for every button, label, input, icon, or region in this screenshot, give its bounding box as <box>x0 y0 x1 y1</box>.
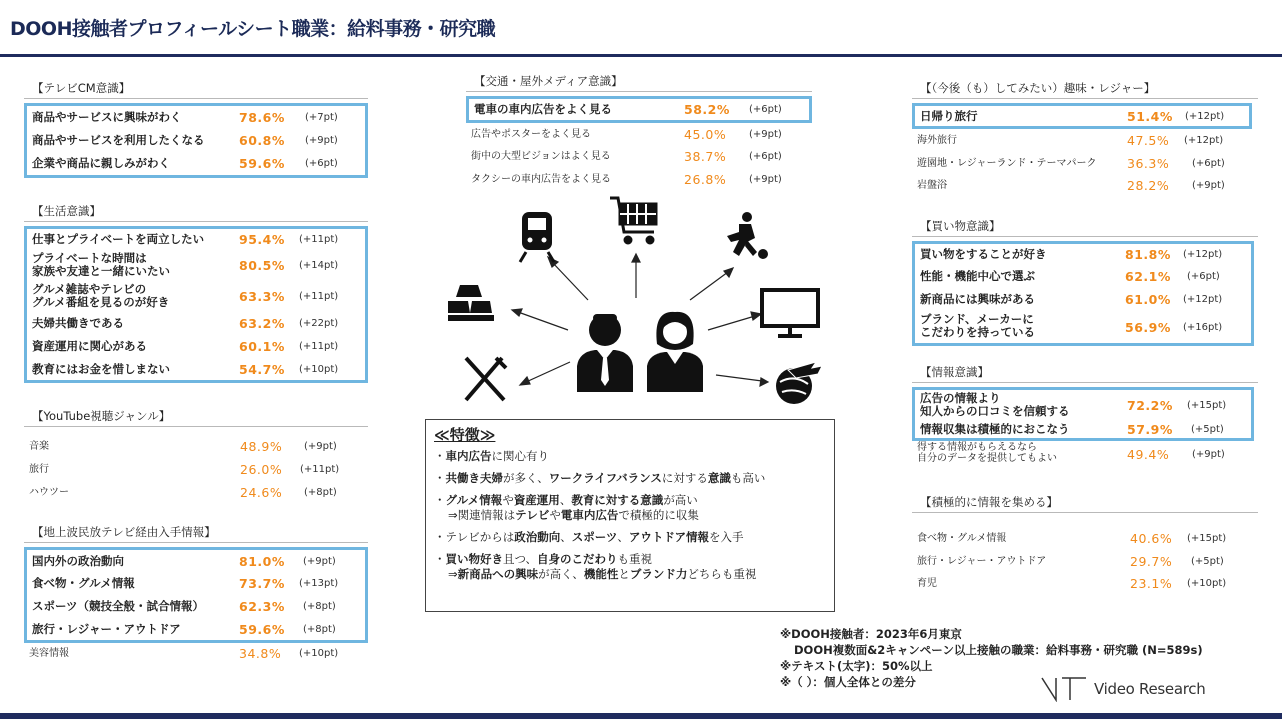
list-item <box>912 527 1258 550</box>
list-item <box>24 458 368 481</box>
item-diff: (+9pt) <box>305 135 338 146</box>
text-bold: ブランド力 <box>629 567 688 581</box>
item-diff: (+9pt) <box>304 441 337 452</box>
section-shopping <box>912 218 1258 346</box>
list-item <box>27 572 365 595</box>
feature-line <box>434 529 826 545</box>
item-percent: 60.8% <box>239 133 285 148</box>
list-item <box>469 99 809 120</box>
section-title: 【生活意識】 <box>24 203 368 222</box>
highlight-frame <box>912 387 1254 441</box>
list-item <box>912 441 1258 467</box>
company-logo <box>1040 676 1205 702</box>
text: を入手 <box>708 530 744 544</box>
item-label: 夫婦共働きである <box>32 316 124 330</box>
item-label: 仕事とプライベートを両立したい <box>32 232 205 246</box>
item-percent: 26.8% <box>684 171 727 187</box>
item-label-line: ブランド、メーカーに <box>920 312 1034 326</box>
list-item <box>915 421 1251 438</box>
list-item <box>27 106 365 129</box>
item-label: 商品やサービスを利用したくなる <box>32 133 205 147</box>
list-item <box>27 312 365 335</box>
text: ⇒ <box>448 567 458 581</box>
list-item <box>24 481 368 504</box>
item-label: 食べ物・グルメ情報 <box>32 576 135 590</box>
text-bold: 資産運用 <box>513 493 560 507</box>
section-title: 【地上波民放テレビ経由入手情報】 <box>24 524 368 543</box>
footnote: DOOH複数面&2キャンペーン以上接触の職業：給料事務・研究職 (N=589s) <box>794 643 1203 657</box>
list-item <box>27 281 365 312</box>
item-diff: (+15pt) <box>1187 533 1227 544</box>
list-item <box>466 123 812 145</box>
item-label-line: グルメ番組を見るのが好き <box>32 295 170 309</box>
item-label: 海外旅行 <box>917 135 957 146</box>
item-diff: (+9pt) <box>1192 448 1225 460</box>
item-label: 音楽 <box>29 441 49 452</box>
text: が高い <box>663 493 698 507</box>
list-item <box>915 390 1251 421</box>
text-bold: テレビ <box>515 508 550 522</box>
list-item <box>27 550 365 572</box>
list-item <box>915 311 1251 343</box>
item-diff: (+8pt) <box>303 623 336 635</box>
section-youtube <box>24 408 368 504</box>
text: ・テレビからは <box>434 530 515 544</box>
arrow-to-train <box>548 257 588 300</box>
item-diff: (+16pt) <box>1183 321 1223 333</box>
item-diff: (+11pt) <box>299 291 339 302</box>
list-item <box>912 550 1258 572</box>
item-diff: (+7pt) <box>305 112 338 123</box>
list-item <box>27 152 365 175</box>
item-percent: 80.5% <box>239 258 285 273</box>
list-item <box>27 229 365 250</box>
section-tv-cm <box>24 80 368 178</box>
arrow-to-tv <box>708 312 761 330</box>
item-diff: (+11pt) <box>300 464 340 475</box>
text: が高く、 <box>538 567 584 581</box>
soccer-player-icon <box>727 212 768 259</box>
item-percent: 63.2% <box>239 316 285 331</box>
text-bold: 教育に対する意識 <box>571 493 664 507</box>
text: ・ <box>434 471 446 485</box>
item-diff: (+8pt) <box>304 487 337 498</box>
list-item <box>912 152 1258 174</box>
item-diff: (+14pt) <box>299 260 339 271</box>
list-item <box>27 595 365 618</box>
item-label: 食べ物・グルメ情報 <box>917 533 1007 544</box>
item-diff: (+11pt) <box>299 341 339 352</box>
list-item <box>27 129 365 152</box>
item-diff: (+10pt) <box>1187 578 1227 589</box>
highlight-frame <box>24 103 368 178</box>
item-percent: 45.0% <box>684 126 727 142</box>
item-percent: 51.4% <box>1127 108 1173 124</box>
item-label <box>920 313 1035 339</box>
item-label: タクシーの車内広告をよく見る <box>471 173 611 185</box>
feature-line <box>434 470 826 486</box>
fork-knife-icon <box>466 358 506 400</box>
text: や <box>502 493 514 507</box>
text-bold: 車内広告 <box>445 449 492 463</box>
section-hobby <box>912 80 1258 197</box>
section-title: 【（今後（も）してみたい）趣味・レジャー】 <box>912 80 1258 99</box>
item-label: 美容情報 <box>29 647 69 659</box>
footer-divider <box>0 713 1282 719</box>
item-percent: 47.5% <box>1127 133 1170 148</box>
businesswoman-icon <box>647 312 703 392</box>
list-item <box>24 643 368 663</box>
list-item <box>466 168 812 190</box>
arrow-to-gold <box>512 309 568 330</box>
text-bold: 買い物好き <box>445 552 503 566</box>
text: ⇒関連情報は <box>448 508 516 522</box>
section-traffic-media <box>466 73 812 190</box>
text-bold: アウトドア情報 <box>628 530 709 544</box>
item-label-line: 自分のデータを提供してもよい <box>917 453 1057 464</box>
item-label-line: グルメ雑誌やテレビの <box>32 282 147 296</box>
item-label <box>32 252 170 278</box>
list-item <box>912 129 1258 152</box>
item-percent: 81.0% <box>239 553 285 569</box>
list-item <box>915 265 1251 288</box>
item-percent: 61.0% <box>1125 292 1171 307</box>
item-percent: 56.9% <box>1125 319 1171 335</box>
text-bold: 電車内広告 <box>560 508 619 522</box>
list-item <box>27 250 365 281</box>
item-label: 岩盤浴 <box>917 180 947 191</box>
item-percent: 58.2% <box>684 102 730 117</box>
item-diff: (+6pt) <box>1192 157 1225 169</box>
section-title: 【YouTube視聴ジャンル】 <box>24 408 368 427</box>
item-label-line: プライベートな時間は <box>32 251 147 265</box>
feature-subline <box>434 508 826 523</box>
text: に関心有り <box>491 449 549 463</box>
item-percent: 62.3% <box>239 599 285 614</box>
section-title: 【交通・屋外メディア意識】 <box>466 73 812 92</box>
section-title: 【積極的に情報を集める】 <box>912 494 1258 513</box>
item-diff: (+12pt) <box>1185 110 1225 122</box>
item-label <box>32 283 169 309</box>
item-percent: 57.9% <box>1127 422 1173 437</box>
item-percent: 63.3% <box>239 289 285 304</box>
footnote: ※DOOH接触者：2023年6月東京 <box>780 627 962 641</box>
list-item <box>27 358 365 380</box>
arrow-to-globe <box>716 375 768 386</box>
text: 、 <box>560 530 572 544</box>
item-percent: 38.7% <box>684 149 727 164</box>
text-bold: 機能性 <box>583 567 619 581</box>
item-diff: (+12pt) <box>1184 135 1224 146</box>
item-label: 電車の車内広告をよく見る <box>474 102 612 116</box>
item-label: 旅行・レジャー・アウトドア <box>32 621 181 636</box>
highlight-frame <box>912 241 1254 346</box>
item-label: 広告やポスターをよく見る <box>471 128 591 140</box>
section-title: 【テレビCM意識】 <box>24 80 368 99</box>
item-percent: 48.9% <box>240 439 283 454</box>
item-percent: 26.0% <box>240 462 283 477</box>
television-icon <box>762 290 818 336</box>
item-diff: (+6pt) <box>1187 271 1220 282</box>
list-item <box>912 572 1258 595</box>
item-percent: 73.7% <box>239 576 285 591</box>
section-title: 【情報意識】 <box>912 364 1258 383</box>
item-diff: (+10pt) <box>299 647 339 659</box>
features-title: ≪特徴≫ <box>434 426 496 444</box>
item-diff: (+11pt) <box>299 234 339 245</box>
arrow-to-cart <box>632 254 640 298</box>
section-title: 【買い物意識】 <box>912 218 1258 237</box>
arrow-to-soccer <box>690 268 733 300</box>
list-item <box>915 244 1251 265</box>
text-bold: 自身のこだわり <box>537 552 618 566</box>
gold-bars-icon <box>448 285 494 321</box>
item-diff: (+10pt) <box>299 363 339 375</box>
item-label <box>917 442 1057 464</box>
section-life <box>24 203 368 383</box>
item-label-line: 得する情報がもらえるなら <box>917 442 1037 453</box>
text: 、 <box>559 493 572 507</box>
item-diff: (+12pt) <box>1183 249 1223 260</box>
item-label: 日帰り旅行 <box>920 108 978 123</box>
item-label: 新商品には興味がある <box>920 292 1035 306</box>
text-bold: 共働き夫婦 <box>445 471 503 485</box>
item-percent: 36.3% <box>1127 155 1170 171</box>
title-divider <box>0 54 1282 57</box>
item-percent: 62.1% <box>1125 269 1171 284</box>
text: に対する <box>661 471 708 485</box>
text: と <box>618 567 630 581</box>
item-diff: (+6pt) <box>305 158 338 169</box>
text-bold: グルメ情報 <box>445 493 503 507</box>
logo-text: Video Research <box>1094 680 1206 698</box>
item-percent: 23.1% <box>1130 576 1173 591</box>
page-title: DOOH接触者プロフィールシート職業：給料事務・研究職 <box>10 18 496 40</box>
item-diff: (+8pt) <box>303 601 336 612</box>
text: で積極的に収集 <box>618 508 699 522</box>
item-percent: 60.1% <box>239 339 285 354</box>
footnote: ※（ ）：個人全体との差分 <box>780 675 916 689</box>
businessman-icon <box>577 314 633 392</box>
list-item <box>466 145 812 168</box>
text: も高い <box>730 471 766 485</box>
item-label: 旅行 <box>29 464 49 475</box>
logo-mark-icon <box>1040 676 1088 702</box>
item-label-line: こだわりを持っている <box>920 325 1035 339</box>
text: や <box>549 508 561 522</box>
item-label <box>920 392 1070 418</box>
item-percent: 28.2% <box>1127 178 1170 193</box>
text-bold: 政治動向 <box>514 530 561 544</box>
item-diff: (+9pt) <box>749 128 782 140</box>
item-diff: (+12pt) <box>1183 294 1223 305</box>
text: ・ <box>434 493 446 507</box>
item-diff: (+5pt) <box>1191 424 1224 435</box>
item-diff: (+9pt) <box>749 173 782 185</box>
item-percent: 29.7% <box>1130 553 1173 569</box>
feature-line <box>434 448 826 464</box>
list-item <box>27 335 365 358</box>
highlight-frame <box>24 226 368 383</box>
item-percent: 40.6% <box>1130 531 1173 546</box>
section-info <box>912 364 1258 467</box>
item-label-line: 知人からの口コミを信頼する <box>920 404 1070 418</box>
item-label: 企業や商品に親しみがわく <box>32 156 170 170</box>
item-label: 旅行・レジャー・アウトドア <box>917 555 1047 567</box>
item-label: 情報収集は積極的におこなう <box>920 422 1070 436</box>
text: ・ <box>434 552 446 566</box>
text-bold: 新商品への興味 <box>457 567 539 581</box>
text: 、 <box>617 530 629 544</box>
globe-plane-icon <box>776 362 822 404</box>
item-percent: 72.2% <box>1127 398 1173 413</box>
item-diff: (+22pt) <box>299 318 339 329</box>
item-label-line: 家族や友達と一緒にいたい <box>32 264 170 278</box>
list-item <box>912 174 1258 197</box>
item-diff: (+6pt) <box>749 104 782 115</box>
text: どちらも重視 <box>687 567 757 581</box>
list-item <box>915 288 1251 311</box>
item-label: スポーツ（競技全般・試合情報） <box>32 599 205 613</box>
item-percent: 54.7% <box>239 361 285 377</box>
item-percent: 59.6% <box>239 156 285 171</box>
item-diff: (+9pt) <box>1192 180 1225 191</box>
text-bold: ワークライフバランス <box>548 471 662 485</box>
text-bold: スポーツ <box>571 530 618 544</box>
arrow-to-food <box>520 362 570 385</box>
item-label: 商品やサービスに興味がわく <box>32 110 182 124</box>
text: も重視 <box>617 552 653 566</box>
text: 且つ、 <box>503 552 538 566</box>
feature-line <box>434 492 826 508</box>
features-box <box>425 419 835 612</box>
section-active-info <box>912 494 1258 595</box>
profile-illustration <box>440 190 840 415</box>
item-label: 性能・機能中心で選ぶ <box>920 269 1035 283</box>
item-percent: 78.6% <box>239 110 285 125</box>
list-item <box>915 106 1249 126</box>
highlight-frame <box>912 103 1252 129</box>
item-diff: (+6pt) <box>749 151 782 162</box>
footnote: ※テキスト(太字)：50%以上 <box>780 659 933 673</box>
item-percent: 59.6% <box>239 621 285 637</box>
item-percent: 95.4% <box>239 232 285 247</box>
feature-line <box>434 551 826 567</box>
shopping-cart-icon <box>610 198 656 243</box>
section-terrestrial-tv <box>24 524 368 663</box>
item-percent: 34.8% <box>239 645 282 661</box>
item-label: 国内外の政治動向 <box>32 553 124 568</box>
item-diff: (+9pt) <box>303 555 336 567</box>
highlight-frame <box>466 96 812 123</box>
list-item <box>24 435 368 458</box>
feature-subline <box>434 567 826 582</box>
item-label: 資産運用に関心がある <box>32 339 147 353</box>
item-label: 育児 <box>917 578 937 589</box>
item-diff: (+15pt) <box>1187 400 1227 411</box>
list-item <box>27 618 365 640</box>
item-diff: (+13pt) <box>299 578 339 589</box>
item-percent: 24.6% <box>240 485 283 500</box>
text: が多く、 <box>503 471 549 485</box>
item-label-line: 広告の情報より <box>920 391 1001 405</box>
item-label: 遊園地・レジャーランド・テーマパーク <box>917 157 1097 169</box>
text: ・ <box>434 449 446 463</box>
item-label: 教育にはお金を惜しまない <box>32 361 170 376</box>
item-diff: (+5pt) <box>1191 555 1224 567</box>
train-icon <box>520 212 554 262</box>
item-label: 買い物をすることが好き <box>920 247 1047 261</box>
highlight-frame <box>24 547 368 643</box>
item-percent: 81.8% <box>1125 247 1171 262</box>
item-label: ハウツー <box>29 487 69 498</box>
text-bold: 意識 <box>707 471 731 485</box>
item-percent: 49.4% <box>1127 446 1170 462</box>
item-label: 街中の大型ビジョンはよく見る <box>471 151 611 162</box>
